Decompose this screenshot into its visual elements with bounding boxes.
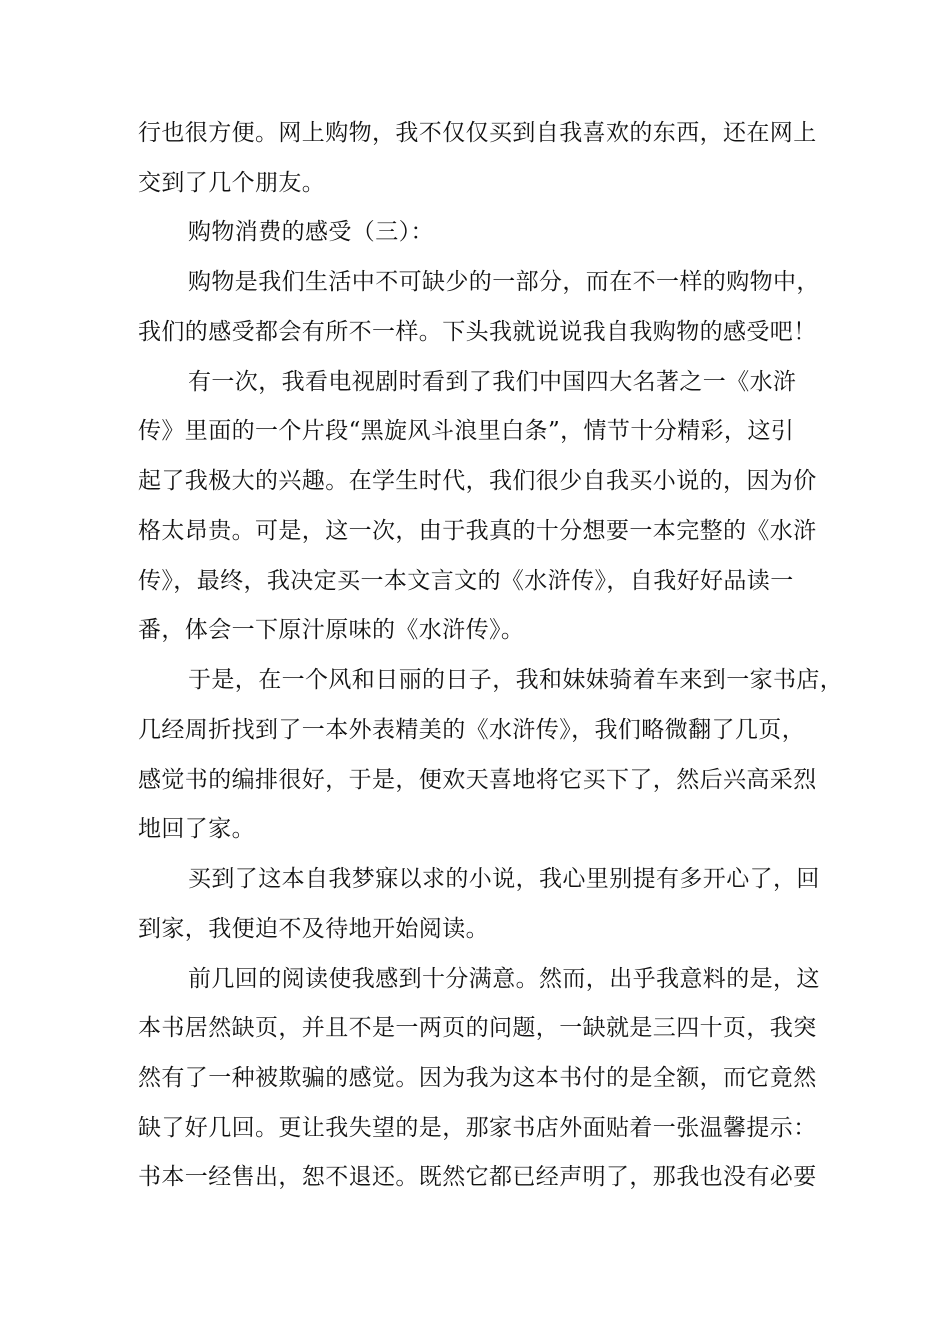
text-line: 然有了一种被欺骗的感觉。因为我为这本书付的是全额，而它竟然 [138,1065,817,1091]
text-line: 书本一经售出，恕不退还。既然它都已经声明了，那我也没有必要 [138,1164,817,1190]
text-line: 行也很方便。网上购物，我不仅仅买到自我喜欢的东西，还在网上 [138,120,817,146]
text-line: 起了我极大的兴趣。在学生时代，我们很少自我买小说的，因为价 [138,468,817,494]
text-line: 到家，我便迫不及待地开始阅读。 [138,916,489,942]
text-line: 格太昂贵。可是，这一次，由于我真的十分想要一本完整的《水浒 [138,518,817,544]
text-line: 有一次，我看电视剧时看到了我们中国四大名著之一《水浒 [188,369,797,395]
text-line: 我们的感受都会有所不一样。下头我就说说我自我购物的感受吧！ [138,319,817,345]
text-line: 传》里面的一个片段“黑旋风斗浪里白条”，情节十分精彩，这引 [138,418,795,444]
text-line: 前几回的阅读使我感到十分满意。然而，出乎我意料的是，这 [188,966,820,992]
text-line: 地回了家。 [138,816,255,842]
text-line: 几经周折找到了一本外表精美的《水浒传》，我们略微翻了几页， [138,717,806,743]
text-line: 买到了这本自我梦寐以求的小说，我心里别提有多开心了，回 [188,866,820,892]
text-line: 缺了好几回。更让我失望的是，那家书店外面贴着一张温馨提示： [138,1115,817,1141]
section-heading: 购物消费的感受（三）： [188,219,434,245]
text-line: 本书居然缺页，并且不是一两页的问题，一缺就是三四十页，我突 [138,1015,817,1041]
text-line: 感觉书的编排很好，于是，便欢天喜地将它买下了，然后兴高采烈 [138,767,817,793]
text-line: 购物是我们生活中不可缺少的一部分，而在不一样的购物中， [188,269,820,295]
text-line: 于是，在一个风和日丽的日子，我和妹妹骑着车来到一家书店， [188,667,844,693]
text-line: 交到了几个朋友。 [138,170,326,196]
text-line: 传》，最终，我决定买一本文言文的《水浒传》，自我好好品读一 [138,568,794,594]
text-line: 番，体会一下原汁原味的《水浒传》。 [138,617,525,643]
